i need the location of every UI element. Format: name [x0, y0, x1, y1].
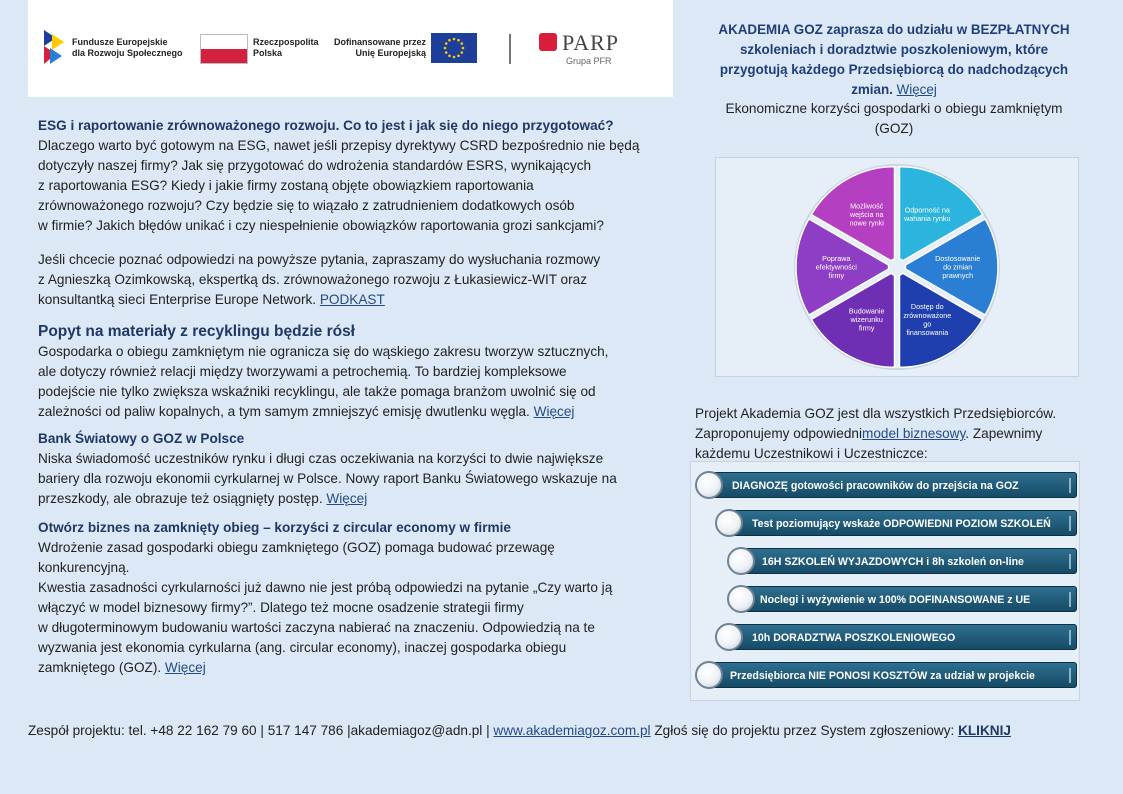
- step-label: Test poziomujący wskaże ODPOWIEDNI POZIOM SZKOLEŃ: [752, 518, 1051, 530]
- website-link[interactable]: www.akademiagoz.com.pl: [493, 723, 651, 738]
- wheel-segment-label: Odporność na wahania rynku: [904, 205, 951, 224]
- article-line: konkurencyjną.: [38, 560, 130, 575]
- more-link[interactable]: Więcej: [326, 491, 368, 506]
- article-circular-economy: [38, 518, 678, 678]
- fe-logo-text: Fundusze Europejskie dla Rozwoju Społecznego: [72, 37, 183, 58]
- headline-line: szkoleniach i doradztwie poszkoleniowym, które: [739, 42, 1049, 57]
- footer-signup-text: Zgłoś się do projektu przez System zgłoszeniowy:: [654, 723, 955, 738]
- benefits-wheel: [716, 158, 1078, 376]
- step-bar: [705, 662, 1077, 688]
- article-line: z raportowania ESG? Kiedy i jakie firmy zostaną objęte obowiązkiem raportowania: [38, 178, 534, 193]
- article-title: Popyt na materiały z recyklingu będzie rósł: [38, 323, 355, 340]
- wheel-segment-label: Dostęp do zrównoważone go finansowania: [903, 302, 952, 337]
- footer-text: Zespół projektu: tel. +48 22 162 79 60 | 517 147 786 |akademiagoz@adn.pl |: [28, 723, 490, 738]
- article-line: przeszkody, ale obrazuje też osiągnięty postęp.: [38, 491, 323, 506]
- step-bullet-icon: [727, 547, 755, 575]
- step-bullet-icon: [715, 623, 743, 651]
- step-bar: [741, 548, 1077, 574]
- article-line: Gospodarka o obiegu zamkniętym nie ogranicza się do wąskiego zakresu tworzyw sztucznych,: [38, 344, 609, 359]
- benefit-steps: [690, 461, 1080, 701]
- poland-flag-icon: [200, 34, 248, 64]
- step-label: 16H SZKOLEŃ WYJAZDOWYCH i 8h szkoleń on-line: [762, 556, 1024, 568]
- eu-logo-text: Dofinansowane przez Unię Europejską: [334, 37, 427, 58]
- academy-headline: [700, 20, 1088, 100]
- more-link[interactable]: Więcej: [164, 660, 206, 675]
- headline-line: przygotują każdego Przedsiębiorcą do nadchodzących: [719, 62, 1069, 77]
- article-esg: [38, 116, 678, 310]
- article-line: Kwestia zasadności cyrkularności już dawno nie jest próbą odpowiedzi na pytanie „Czy warto ją: [38, 580, 613, 595]
- logo-bar: [28, 0, 673, 97]
- logo-separator: [509, 34, 511, 64]
- article-line: bariery dla rozwoju ekonomii cyrkularnej w Polsce. Nowy raport Banku Światowego wskazuje na: [38, 471, 617, 486]
- parp-logo-text: PARP: [562, 30, 620, 55]
- fundusze-europejskie-logo-icon: [42, 28, 66, 66]
- caption-line: (GOZ): [874, 121, 914, 136]
- project-line: Projekt Akademia GOZ jest dla wszystkich Przedsiębiorców.: [695, 406, 1057, 421]
- podcast-link[interactable]: PODKAST: [319, 292, 385, 307]
- article-line: Niska świadomość uczestników rynku i długi czas oczekiwania na korzyści to dwie największe: [38, 451, 604, 466]
- article-title: Bank Światowy o GOZ w Polsce: [38, 431, 245, 446]
- article-title: ESG i raportowanie zrównoważonego rozwoju. Co to jest i jak się do niego przygotować?: [38, 118, 614, 133]
- article-line: w firmie? Jakich błędów unikać i czy niespełnienie obowiązków raportowania grozi sankcjami?: [38, 218, 604, 233]
- article-line: z Agnieszką Ozimkowską, ekspertką ds. zrównoważonego rozwoju z Łukasiewicz-WIT oraz: [38, 272, 587, 287]
- project-line-tail: . Zapewnimy: [965, 426, 1043, 441]
- parp-mark-icon: [539, 33, 557, 51]
- article-line: podejście nie tylko zwiększa wskaźniki recyklingu, ale także pomaga branżom uwolnić się od: [38, 384, 596, 399]
- step-label: Przedsiębiorca NIE PONOSI KOSZTÓW za udział w projekcie: [730, 670, 1035, 682]
- step-label: DIAGNOZĘ gotowości pracowników do przejścia na GOZ: [732, 480, 1019, 492]
- article-line: ale dotyczy również relacji między tworzywami a petrochemią. To bardziej kompleksowe: [38, 364, 567, 379]
- step-label: Noclegi i wyżywienie w 100% DOFINANSOWANE z UE: [760, 594, 1031, 606]
- step-bullet-icon: [695, 661, 723, 689]
- eu-flag-icon: [431, 33, 477, 63]
- step-bullet-icon: [695, 471, 723, 499]
- wheel-segment-label: Możliwość wejścia na nowe rynki: [849, 201, 884, 228]
- headline-more-link[interactable]: Więcej: [896, 82, 937, 97]
- article-line: zrównoważonego rozwoju? Czy będzie się to wiązało z zatrudnieniem dodatkowych osób: [38, 198, 575, 213]
- project-line: każdemu Uczestnikowi i Uczestniczce:: [695, 446, 928, 461]
- wheel-segment-label: Poprawa efektywności firmy: [815, 253, 857, 281]
- article-line: wyzwania jest ekonomia cyrkularna (ang. circular economy), inaczej gospodarka obiegu: [38, 640, 567, 655]
- project-line: Zaproponujemy odpowiedni: [695, 426, 863, 441]
- article-line: zamkniętego (GOZ).: [38, 660, 162, 675]
- business-model-link[interactable]: model biznesowy: [862, 426, 966, 441]
- caption-line: Ekonomiczne korzyści gospodarki o obiegu zamkniętym: [725, 101, 1063, 116]
- article-line: dotyczyły naszej firmy? Jak się przygotować do wdrożenia standardów ESRS, wynikających: [38, 158, 592, 173]
- article-title: Otwórz biznes na zamknięty obieg – korzyści z circular economy w firmie: [38, 520, 511, 535]
- diagram-caption: [700, 99, 1088, 139]
- article-line: Wdrożenie zasad gospodarki obiegu zamkniętego (GOZ) pomaga budować przewagę: [38, 540, 555, 555]
- step-label: 10h DORADZTWA POSZKOLENIOWEGO: [752, 632, 956, 644]
- article-line: Jeśli chcecie poznać odpowiedzi na powyższe pytania, zapraszamy do wysłuchania rozmowy: [38, 252, 601, 267]
- footer-contact: [28, 721, 1098, 741]
- headline-line: AKADEMIA GOZ zaprasza do udziału w BEZPŁATNYCH: [718, 22, 1070, 37]
- step-bar: [729, 624, 1077, 650]
- parp-sub-text: Grupa PFR: [566, 56, 612, 66]
- wheel-segment-label: Budowanie wizerunku firmy: [848, 306, 885, 333]
- article-world-bank: [38, 429, 678, 509]
- step-bullet-icon: [727, 585, 755, 613]
- article-line: Dlaczego warto być gotowym na ESG, nawet jeśli przepisy dyrektywy CSRD bezpośrednio nie będą: [38, 138, 640, 153]
- more-link[interactable]: Więcej: [533, 404, 575, 419]
- wheel-segment-label: Dostosowanie do zmian prawnych: [935, 253, 981, 281]
- step-bar: [729, 510, 1077, 536]
- article-line: włączyć w model biznesowy firmy?”. Dlatego też mocne osadzenie strategii firmy: [38, 600, 524, 615]
- goz-benefits-diagram: [715, 157, 1079, 377]
- step-bar: [741, 586, 1077, 612]
- article-line: zależności od paliw kopalnych, a tym samym zmniejszyć emisję dwutlenku węgla.: [38, 404, 530, 419]
- signup-link[interactable]: KLIKNIJ: [958, 723, 1011, 738]
- article-line: w długoterminowym budowaniu wartości zaczyna nabierać na znaczeniu. Odpowiedzią na te: [38, 620, 595, 635]
- article-recycling: [38, 322, 678, 422]
- article-line: konsultantką sieci Enterprise Europe Network.: [38, 292, 317, 307]
- step-bar: [705, 472, 1077, 498]
- headline-line: zmian.: [851, 82, 893, 97]
- project-description: [695, 404, 1095, 464]
- step-bullet-icon: [715, 509, 743, 537]
- pl-logo-text: Rzeczpospolita Polska: [253, 37, 319, 58]
